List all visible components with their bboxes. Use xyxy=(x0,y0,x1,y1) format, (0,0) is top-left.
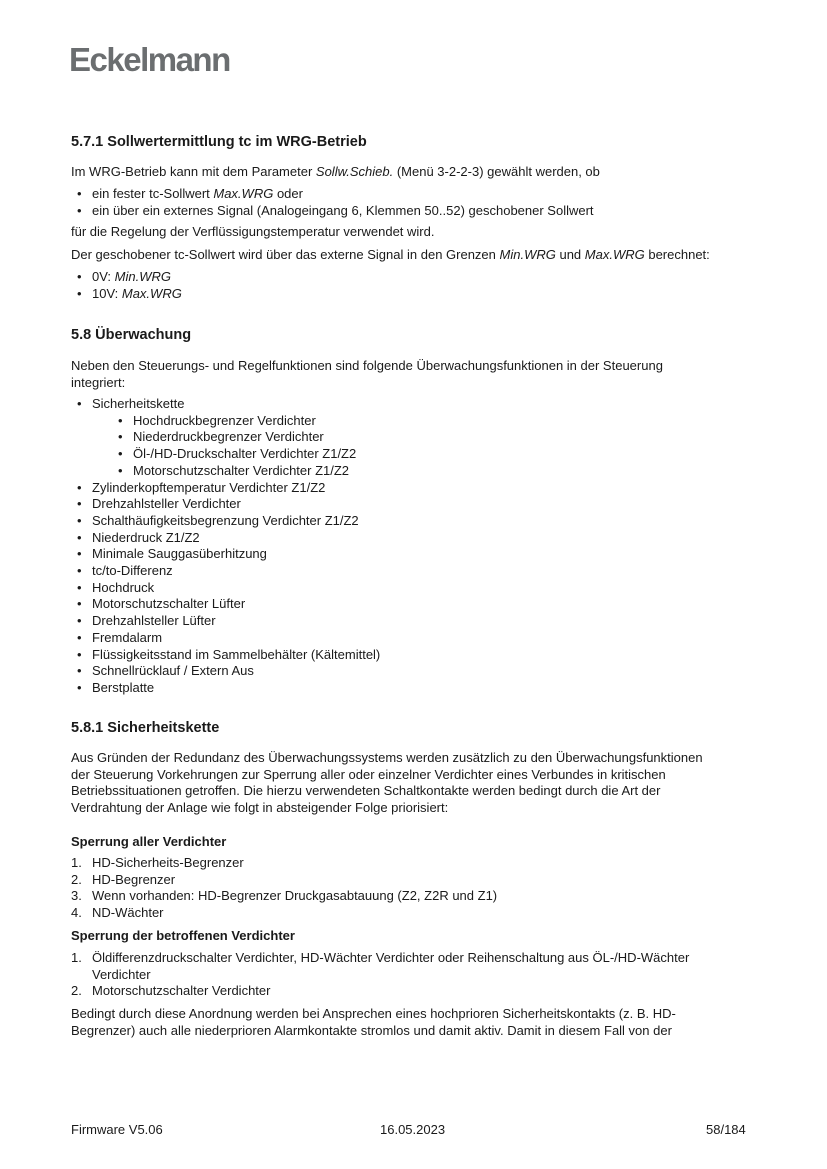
item-text: Begrenzer) auch alle niederprioren Alarmkontakte stromlos und damit aktiv. Damit in diesem Fall von der xyxy=(71,1022,672,1038)
item-text: Sicherheitskette xyxy=(92,396,185,411)
paragraph xyxy=(71,247,710,263)
list-item xyxy=(92,663,254,679)
text: oder xyxy=(273,186,303,201)
item-text: Fremdalarm xyxy=(92,629,163,645)
item-text: Hochdruck xyxy=(92,579,155,595)
text: und xyxy=(555,247,585,262)
item-text: Motorschutzschalter Verdichter Z1/Z2 xyxy=(133,462,350,478)
item-text: Niederdruck Z1/Z2 xyxy=(92,529,200,545)
list-item xyxy=(92,513,359,529)
item-text: Berstplatte xyxy=(92,679,155,695)
list-item xyxy=(92,480,325,496)
item-text: der Steuerung Vorkehrungen zur Sperrung aller oder einzelner Verdichter eines Verbundes in kritischen xyxy=(71,766,666,782)
sub-list-item xyxy=(133,413,316,429)
list-number: 1. xyxy=(71,855,82,870)
list-number: 2. xyxy=(71,983,82,999)
paragraph-line xyxy=(71,767,666,783)
list-item xyxy=(92,596,245,612)
item-text: Schnellrücklauf / Extern Aus xyxy=(92,663,254,679)
subheading: Sperrung aller Verdichter xyxy=(71,834,227,849)
list-item xyxy=(71,871,176,888)
param: Min.WRG xyxy=(114,269,171,284)
param: Max.WRG xyxy=(121,286,182,301)
eckelmann-logo: Eckelmann xyxy=(69,41,230,78)
sub-list-item xyxy=(133,446,356,462)
text: 10V: xyxy=(92,286,122,301)
paragraph-line: integriert: xyxy=(71,375,126,390)
item-text: HD-Sicherheits-Begrenzer xyxy=(92,855,244,870)
list-item xyxy=(92,269,171,285)
list-number: 3. xyxy=(71,888,82,904)
item-text: Flüssigkeitsstand im Sammelbehälter (Kältemittel) xyxy=(92,646,381,662)
item-text: Öldifferenzdruckschalter Verdichter, HD-Wächter Verdichter oder Reihenschaltung aus ÖL-/HD-Wächter xyxy=(92,950,690,965)
item-text: Betriebssituationen getroffen. Die hierzu verwendeten Schaltkontakte werden bedingt durch die Art der xyxy=(71,783,661,799)
item-text: Verdrahtung der Anlage wie folgt in absteigender Folge priorisiert: xyxy=(71,800,449,816)
item-text: Wenn vorhanden: HD-Begrenzer Druckgasabtauung (Z2, Z2R und Z1) xyxy=(92,888,498,904)
item-text: Motorschutzschalter Lüfter xyxy=(92,596,246,612)
list-number: 2. xyxy=(71,871,82,887)
list-item: • ein über ein externes Signal (Analogeingang 6, Klemmen 50..52) geschobener Sollwert xyxy=(92,203,594,219)
item-text: Aus Gründen der Redundanz des Überwachungssystems werden zusätzlich zu den Überwachungsfunktionen xyxy=(71,750,703,765)
list-item xyxy=(71,888,498,904)
list-item xyxy=(92,680,154,696)
footer-firmware: Firmware V5.06 xyxy=(71,1122,163,1137)
list-item xyxy=(92,286,182,302)
paragraph: für die Regelung der Verflüssigungstemperatur verwendet wird. xyxy=(71,224,435,239)
paragraph-line xyxy=(71,800,448,816)
list-item xyxy=(92,580,154,596)
list-item xyxy=(71,950,690,966)
list-item xyxy=(92,396,185,412)
text: (Menü 3-2-2-3) gewählt werden, ob xyxy=(393,164,600,179)
list-item xyxy=(92,496,241,512)
list-item xyxy=(92,530,200,546)
text: Im WRG-Betrieb kann mit dem Parameter xyxy=(71,164,316,179)
list-item xyxy=(71,983,271,999)
subheading: Sperrung der betroffenen Verdichter xyxy=(71,928,295,943)
item-text: Niederdruckbegrenzer Verdichter xyxy=(133,429,324,445)
list-item xyxy=(92,563,173,579)
list-item xyxy=(92,186,303,202)
text: ein fester tc-Sollwert xyxy=(92,186,214,201)
section-heading-5-8: 5.8 Überwachung xyxy=(71,327,192,343)
sub-list-item xyxy=(133,429,324,445)
param: Max.WRG xyxy=(213,186,274,201)
item-text: ND-Wächter xyxy=(92,905,164,921)
list-number: 4. xyxy=(71,905,82,921)
list-number: 1. xyxy=(71,950,82,965)
list-item xyxy=(92,630,162,646)
item-text: Zylinderkopftemperatur Verdichter Z1/Z2 xyxy=(92,479,326,495)
section-heading-5-8-1: 5.8.1 Sicherheitskette xyxy=(71,720,220,736)
text: 0V: xyxy=(92,269,115,284)
item-text: Minimale Sauggasüberhitzung xyxy=(92,546,267,562)
footer-page-number: 58/184 xyxy=(706,1122,746,1137)
item-text: Drehzahlsteller Verdichter xyxy=(92,496,241,512)
item-text: Motorschutzschalter Verdichter xyxy=(92,983,271,999)
item-text: Schalthäufigkeitsbegrenzung Verdichter Z1/Z2 xyxy=(92,512,359,528)
param: Sollw.Schieb. xyxy=(315,164,394,179)
paragraph-line: Neben den Steuerungs- und Regelfunktionen sind folgende Überwachungsfunktionen in der Steuerung xyxy=(71,358,663,373)
list-item xyxy=(92,546,267,562)
paragraph xyxy=(71,164,600,180)
item-text: HD-Begrenzer xyxy=(92,871,176,887)
list-item xyxy=(92,647,380,663)
sub-list-item xyxy=(133,463,349,479)
paragraph-line xyxy=(71,750,703,766)
param: Min.WRG xyxy=(499,247,556,262)
list-item xyxy=(71,905,164,921)
text: berechnet: xyxy=(644,247,710,262)
item-text: Bedingt durch diese Anordnung werden bei Ansprechen eines hochprioren Sicherheitskontakts (z. B. HD- xyxy=(71,1006,676,1021)
paragraph-line xyxy=(71,783,660,799)
list-item-continuation xyxy=(92,967,151,983)
text: Der geschobener tc-Sollwert wird über das externe Signal in den Grenzen xyxy=(71,247,500,262)
paragraph-line xyxy=(71,1006,676,1022)
footer-date: 16.05.2023 xyxy=(380,1122,446,1137)
paragraph-line xyxy=(71,1023,672,1039)
item-text: Hochdruckbegrenzer Verdichter xyxy=(133,412,316,428)
item-text: Öl-/HD-Druckschalter Verdichter Z1/Z2 xyxy=(133,446,357,462)
item-text: Drehzahlsteller Lüfter xyxy=(92,613,216,629)
section-heading-5-7-1: 5.7.1 Sollwertermittlung tc im WRG-Betrieb xyxy=(71,134,367,150)
list-item xyxy=(92,613,216,629)
item-text: Verdichter xyxy=(92,966,151,982)
list-item xyxy=(71,855,244,871)
param: Max.WRG xyxy=(584,247,645,262)
item-text: tc/to-Differenz xyxy=(92,563,173,578)
